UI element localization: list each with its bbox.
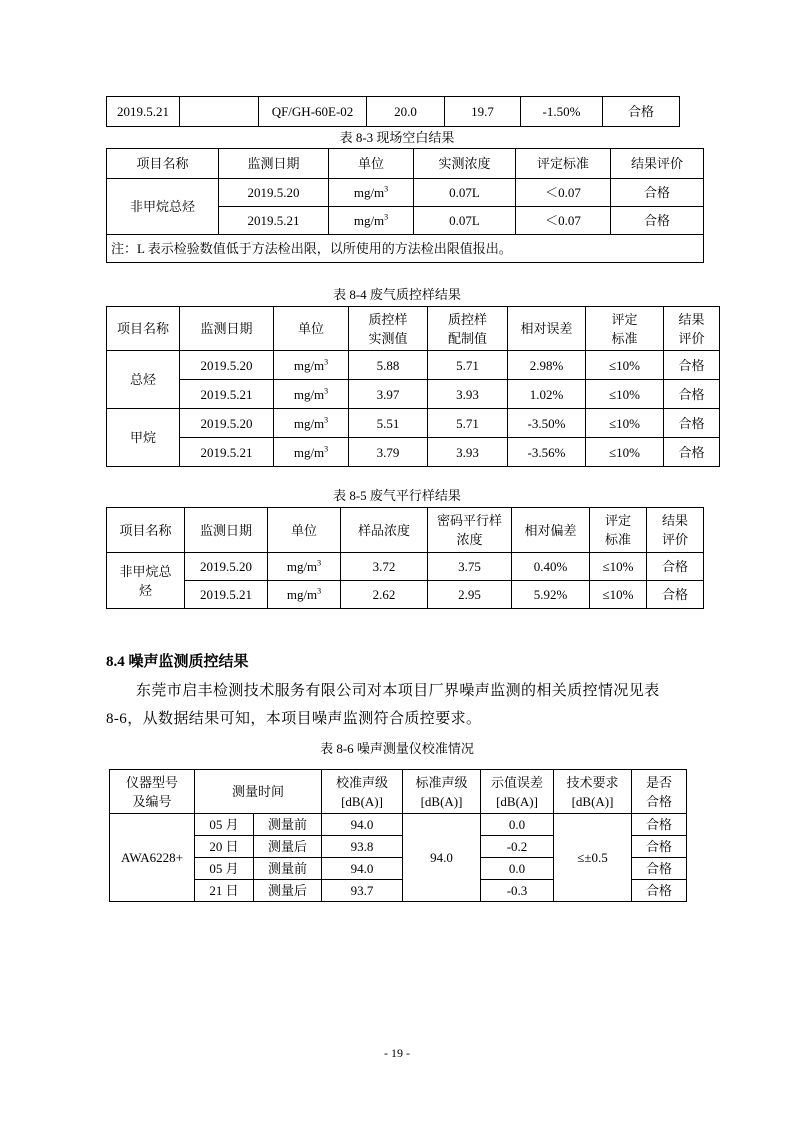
cell-value: 3.97 [349,380,428,409]
cell-date: 2019.5.21 [180,438,274,467]
cell-error: -3.50% [508,409,586,438]
cell-standard: ＜0.07 [516,207,611,235]
cell-phase: 测量前 [254,814,322,836]
header-cell: 监测日期 [219,149,329,179]
cell-error: 0.0 [481,814,554,836]
cell-result: 合格 [647,581,704,609]
cell-error: -3.56% [508,438,586,467]
header-cell: 相对误差 [508,307,586,351]
header-cell: 样品浓度 [341,508,428,553]
table-8-4-caption: 表 8-4 废气质控样结果 [333,287,461,302]
header-cell: 项目名称 [107,149,219,179]
cell-value: 3.93 [428,380,508,409]
cell-standard: ＜0.07 [516,179,611,207]
table-row [107,581,704,609]
cell-date: 2019.5.20 [185,553,268,581]
cell-value: 5.71 [428,409,508,438]
header-cell: 质控样 实测值 [349,307,428,351]
cell-value: 3.72 [341,553,428,581]
header-cell: 评定 标准 [590,508,647,553]
table-8-5-caption: 表 8-5 废气平行样结果 [333,488,461,503]
cell-error: 2.98% [508,351,586,380]
cell-value: 3.79 [349,438,428,467]
cell-result: 合格 [664,438,720,467]
cell-value: 3.75 [428,553,512,581]
table-8-3 [106,148,704,263]
cell-value: 5.51 [349,409,428,438]
cell-unit: $mg/m^3$ [268,553,341,581]
page-number: - 19 - [384,1046,410,1060]
cell-date: 20 日 [195,836,254,858]
header-cell: 项目名称 [107,508,185,553]
cell-result: 合格 [632,836,687,858]
cell-cal-level: 94.0 [322,814,403,836]
table-header-row [107,307,720,351]
table-8-6-caption: 表 8-6 噪声测量仪校准情况 [320,741,474,756]
header-cell: 标准声级 [dB(A)] [403,770,481,814]
table-8-4 [106,306,720,467]
cell-value: 20.0 [367,97,445,127]
cell-unit: $mg/m^3$ [329,179,414,207]
cell-result: 合格 [664,351,720,380]
table-header-row [107,149,704,179]
header-cell: 单位 [268,508,341,553]
table-8-2-continuation [106,96,680,127]
cell-deviation: 0.40% [512,553,590,581]
cell-value: 19.7 [445,97,521,127]
cell-value: 3.93 [428,438,508,467]
header-cell: 测量时间 [195,770,322,814]
cell-error: -0.3 [481,880,554,902]
table-row [107,97,680,127]
cell-unit: $mg/m^3$ [274,438,349,467]
cell-unit: $mg/m^3$ [274,380,349,409]
table-header-row [110,770,687,814]
table-8-5 [106,507,704,609]
header-cell: 密码平行样 浓度 [428,508,512,553]
header-cell: 是否 合格 [632,770,687,814]
cell-date: 2019.5.20 [219,179,329,207]
cell-value: 2.95 [428,581,512,609]
cell-cal-level: 93.8 [322,836,403,858]
cell-unit: $mg/m^3$ [274,351,349,380]
header-cell: 评定标准 [516,149,611,179]
cell-standard: ≤10% [586,380,664,409]
header-cell: 项目名称 [107,307,180,351]
header-cell: 相对偏差 [512,508,590,553]
header-cell: 单位 [329,149,414,179]
cell-item: 非甲烷总烃 [107,179,219,235]
cell-error: 1.02% [508,380,586,409]
cell-date: 2019.5.21 [219,207,329,235]
cell-phase: 测量后 [254,836,322,858]
header-cell: 结果 评价 [647,508,704,553]
cell-instrument: QF/GH-60E-02 [259,97,367,127]
cell-standard: ≤10% [586,438,664,467]
cell-standard: ≤10% [590,581,647,609]
cell-deviation: 5.92% [512,581,590,609]
cell-standard: ≤10% [590,553,647,581]
cell-instrument: AWA6228+ [110,814,195,902]
cell-value: 0.07L [414,207,516,235]
cell-value: 0.07L [414,179,516,207]
cell-result: 合格 [611,179,704,207]
table-header-row [107,508,704,553]
header-cell: 监测日期 [180,307,274,351]
table-row [107,409,720,438]
cell-phase: 测量前 [254,858,322,880]
cell-tech-req: ≤±0.5 [554,814,632,902]
cell-error: -0.2 [481,836,554,858]
header-cell: 仪器型号 及编号 [110,770,195,814]
cell-result: 合格 [664,380,720,409]
header-cell: 评定 标准 [586,307,664,351]
table-note-row [107,235,704,263]
header-cell: 监测日期 [185,508,268,553]
header-cell: 校准声级 [dB(A)] [322,770,403,814]
cell-item: 非甲烷总 烃 [107,553,185,609]
cell-result: 合格 [632,814,687,836]
cell-item: 总烃 [107,351,180,409]
cell-date: 2019.5.20 [180,409,274,438]
table-row [107,438,720,467]
table-8-3-caption: 表 8-3 现场空白结果 [339,130,455,145]
cell-date: 2019.5.20 [180,351,274,380]
header-cell: 质控样 配制值 [428,307,508,351]
table-row [107,179,704,207]
cell-date: 2019.5.21 [185,581,268,609]
cell-date: 05 月 [195,814,254,836]
cell-value: 2.62 [341,581,428,609]
table-8-6 [109,769,687,902]
cell-unit: $mg/m^3$ [329,207,414,235]
cell-result: 合格 [664,409,720,438]
cell-error: -1.50% [521,97,603,127]
header-cell: 结果评价 [611,149,704,179]
cell-standard: ≤10% [586,409,664,438]
header-cell: 技术要求 [dB(A)] [554,770,632,814]
cell-result: 合格 [632,858,687,880]
table-row [110,814,687,836]
cell-result: 合格 [647,553,704,581]
cell-cal-level: 94.0 [322,858,403,880]
cell-date: 2019.5.21 [180,380,274,409]
header-cell: 示值误差 [dB(A)] [481,770,554,814]
cell-error: 0.0 [481,858,554,880]
table-note: 注：L 表示检验数值低于方法检出限，以所使用的方法检出限值报出。 [107,235,704,263]
section-paragraph-line1: 东莞市启丰检测技术服务有限公司对本项目厂界噪声监测的相关质控情况见表 [136,683,660,699]
cell-result: 合格 [603,97,680,127]
cell-standard: ≤10% [586,351,664,380]
header-cell: 单位 [274,307,349,351]
section-paragraph-line2: 8-6，从数据结果可知，本项目噪声监测符合质控要求。 [106,711,482,727]
cell-date: 2019.5.21 [107,97,180,127]
cell-result: 合格 [632,880,687,902]
cell-std-level: 94.0 [403,814,481,902]
cell-item: 甲烷 [107,409,180,467]
cell-value: 5.88 [349,351,428,380]
header-cell: 结果 评价 [664,307,720,351]
cell-unit: $mg/m^3$ [268,581,341,609]
cell-date: 21 日 [195,880,254,902]
cell-phase: 测量后 [254,880,322,902]
cell-value: 5.71 [428,351,508,380]
table-row [107,351,720,380]
cell-cal-level: 93.7 [322,880,403,902]
table-row [107,553,704,581]
cell-result: 合格 [611,207,704,235]
section-heading: 8.4 噪声监测质控结果 [106,654,249,670]
cell-date: 05 月 [195,858,254,880]
table-row [107,380,720,409]
header-cell: 实测浓度 [414,149,516,179]
cell-empty [180,97,259,127]
cell-unit: $mg/m^3$ [274,409,349,438]
